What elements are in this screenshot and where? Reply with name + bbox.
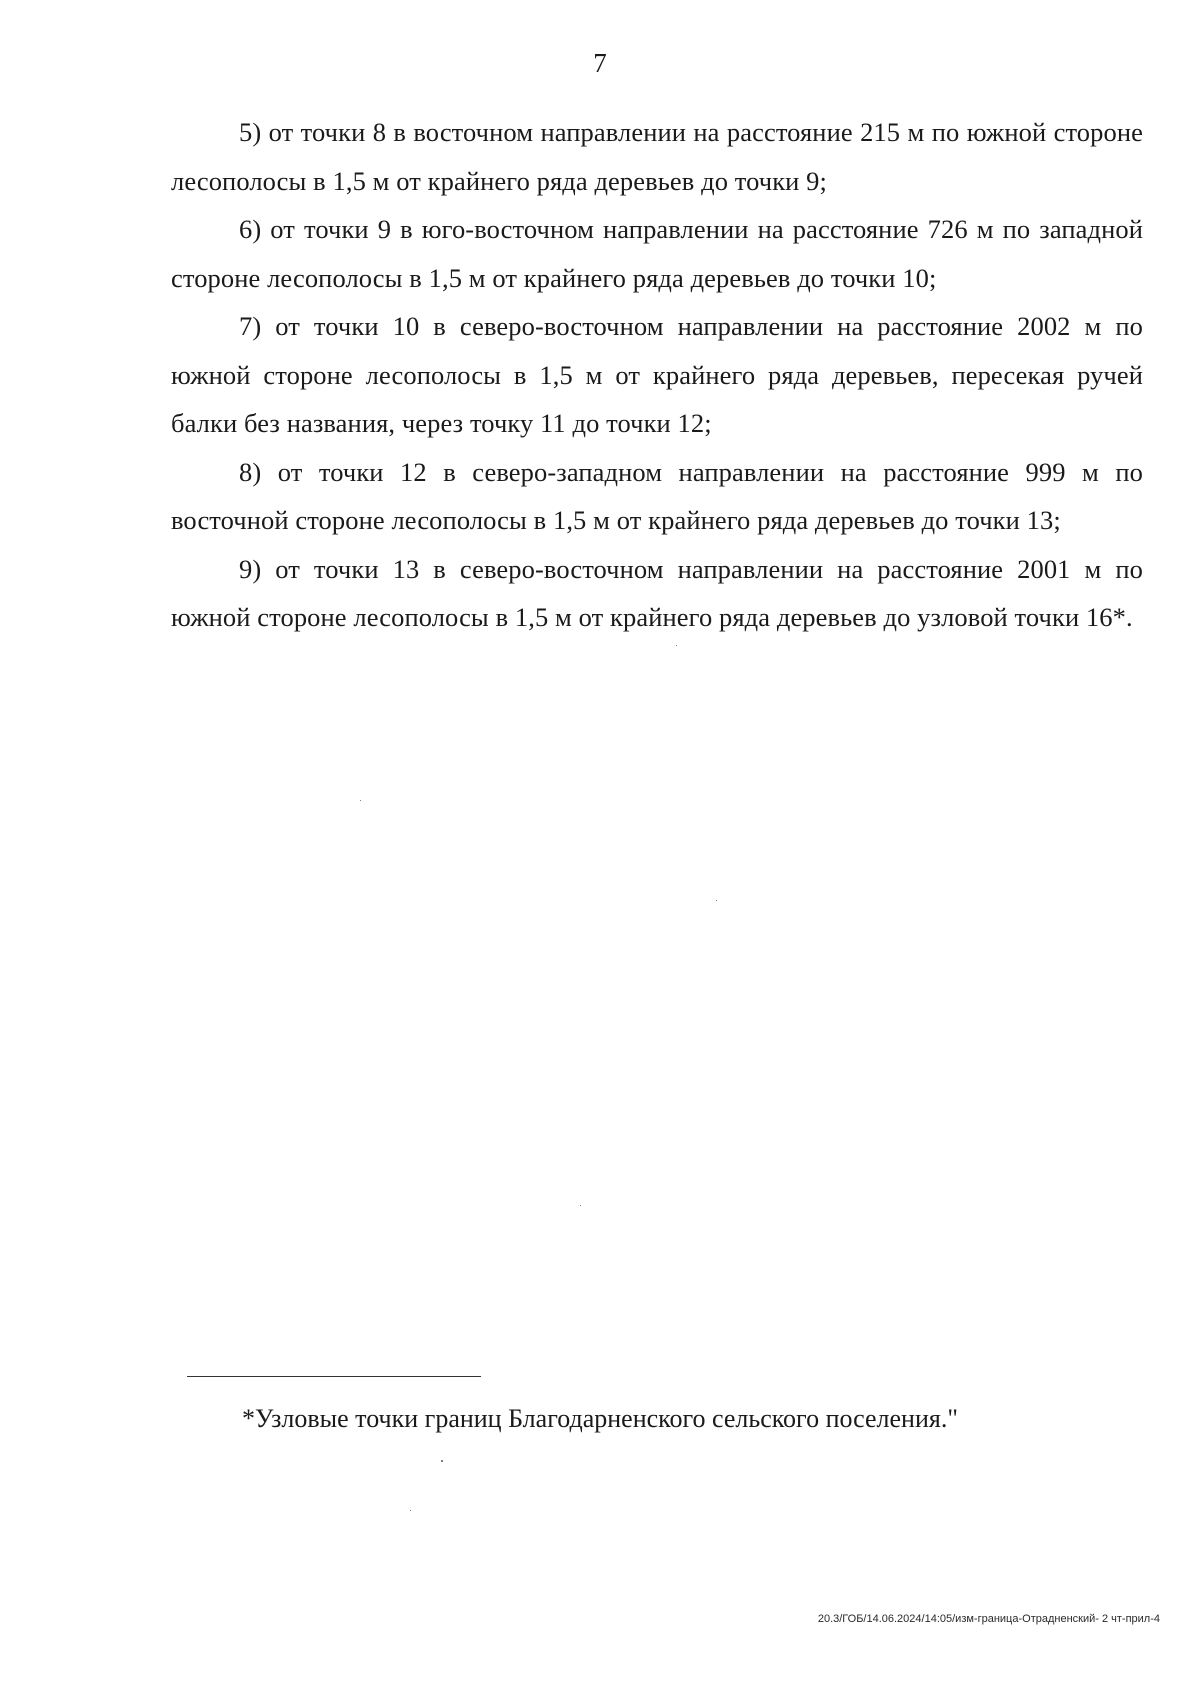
boundary-paragraph-5: 5) от точки 8 в восточном направлении на расстояние 215 м по южной стороне лесополосы в 1,5 м от крайнего ряда деревьев до точки 9;: [171, 117, 1143, 196]
scan-speck: [676, 645, 677, 646]
footnote-separator: [187, 1376, 481, 1377]
page-number: 7: [593, 48, 607, 78]
scan-speck: [410, 1510, 411, 1511]
document-body: [171, 108, 1143, 642]
scan-speck: [441, 1460, 443, 1462]
boundary-paragraph-8: 8) от точки 12 в северо-западном направлении на расстояние 999 м по восточной стороне лесополосы в 1,5 м от крайнего ряда деревьев до точки 13;: [171, 456, 1143, 535]
boundary-paragraph-6: 6) от точки 9 в юго-восточном направлении на расстояние 726 м по западной стороне лесополосы в 1,5 м от крайнего ряда деревьев до точки 10;: [171, 214, 1143, 293]
boundary-paragraph-7: 7) от точки 10 в северо-восточном направлении на расстояние 2002 м по южной стороне лесополосы в 1,5 м от крайнего ряда деревьев, пересекая ручей балки без названия, через точку 11 до точки 12;: [171, 311, 1143, 438]
scan-speck: [580, 1205, 581, 1206]
scan-speck: [716, 900, 717, 901]
boundary-paragraph-9: 9) от точки 13 в северо-восточном направлении на расстояние 2001 м по южной стороне лесополосы в 1,5 м от крайнего ряда деревьев до узловой точки 16*.: [171, 553, 1143, 632]
document-code: 20.3/ГОБ/14.06.2024/14:05/изм-граница-Отрадненский- 2 чт-прил-4: [817, 1613, 1160, 1625]
footnote-text: *Узловые точки границ Благодарненского сельского поселения.": [242, 1404, 958, 1433]
scan-speck: [360, 800, 361, 801]
